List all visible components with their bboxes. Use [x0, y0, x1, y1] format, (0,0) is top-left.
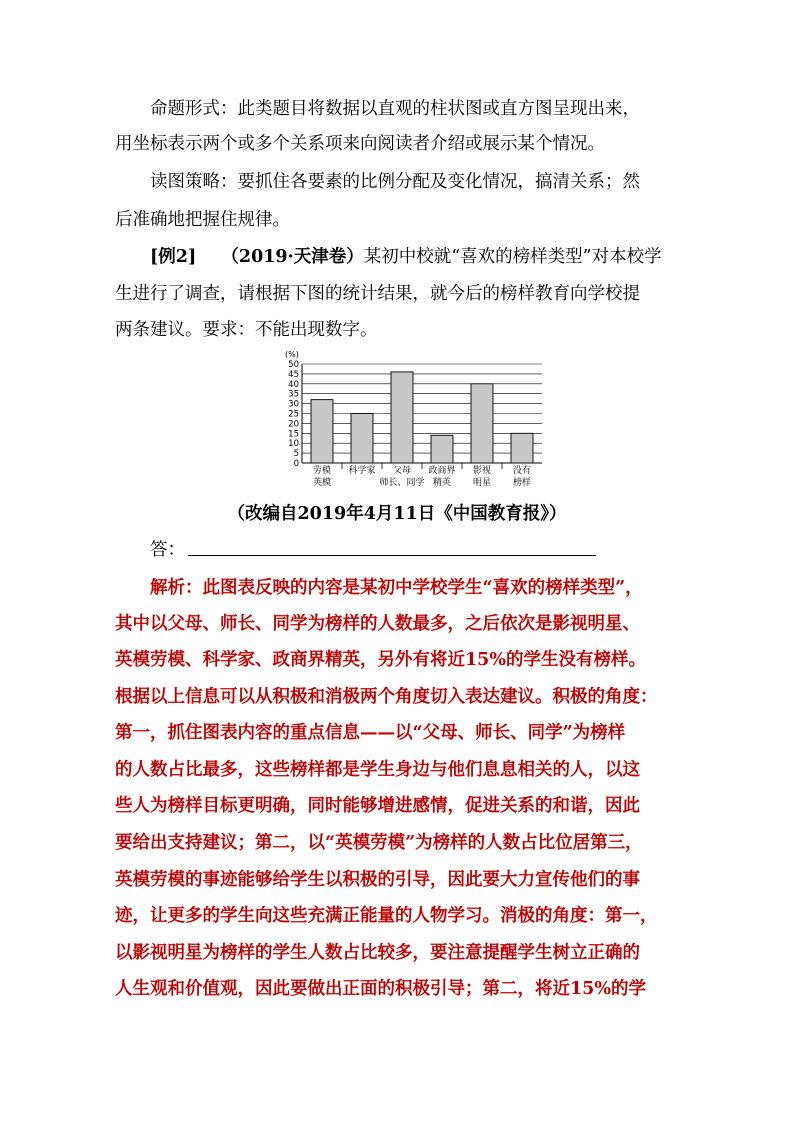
example-question: 某初中校就“喜欢的榜样类型”对本校学 [363, 247, 662, 267]
y-tick-label: 40 [288, 379, 299, 390]
bar [471, 384, 493, 463]
bar [511, 433, 533, 463]
analysis-line-12: 人生观和价值观，因此要做出正面的积极引导；第二，将近15%的学 [115, 979, 646, 999]
intro-line-3: 读图策略：要抓住各要素的比例分配及变化情况，搞清关系；然 [150, 172, 640, 192]
y-tick-label: 10 [288, 439, 299, 450]
analysis-line-3: 英模劳模、科学家、政商界精英，另外有将近15%的学生没有榜样。 [115, 650, 646, 670]
analysis-line-8: 要给出支持建议；第二，以“英模劳模”为榜样的人数占比位居第三， [115, 833, 643, 853]
bar [431, 435, 453, 463]
analysis-line-10: 迹，让更多的学生向这些充满正能量的人物学习。消极的角度：第一， [115, 906, 658, 926]
y-tick-label: 30 [288, 399, 299, 410]
analysis-line-2: 其中以父母、师长、同学为榜样的人数最多，之后依次是影视明星、 [115, 614, 640, 634]
y-tick-labels [288, 360, 299, 469]
x-tick-label: 精英 [432, 478, 452, 488]
bar [391, 372, 413, 463]
analysis-line-1: 解析：此图表反映的内容是某初中学校学生“喜欢的榜样类型”， [150, 578, 643, 598]
analysis-line-7: 些人为榜样目标更明确，同时能够增进感情，促进关系的和谐，因此 [115, 796, 640, 816]
intro-line-1: 命题形式：此类题目将数据以直观的柱状图或直方图呈现出来， [150, 99, 640, 119]
y-tick-label: 15 [288, 429, 299, 440]
analysis-line-5: 第一，抓住图表内容的重点信息——以“父母、师长、同学”为榜样 [115, 723, 626, 743]
x-tick-label: 英模 [312, 478, 332, 488]
chart-grid [302, 364, 542, 463]
x-tick-label: 榜样 [512, 478, 532, 488]
x-tick-label: 没有 [512, 466, 532, 476]
answer-blank-line[interactable] [188, 555, 596, 556]
x-tick-label: 师长、同学 [379, 478, 425, 488]
y-tick-label: 25 [288, 409, 299, 420]
y-tick-label: 20 [288, 419, 299, 430]
x-tick-label: 影视 [472, 466, 492, 476]
x-tick-label: 父母 [392, 466, 412, 476]
answer-label: 答： [150, 540, 185, 560]
intro-line-4: 后准确地把握住规律。 [115, 210, 290, 230]
x-tick-label: 明星 [472, 478, 492, 488]
chart-bars [311, 372, 533, 463]
y-tick-label: 45 [288, 369, 299, 380]
y-tick-label: 35 [288, 389, 299, 400]
analysis-line-11: 以影视明星为榜样的学生人数占比较多，要注意提醒学生树立正确的 [115, 943, 640, 963]
bar [351, 414, 373, 464]
x-tick-label: 劳模 [312, 466, 332, 476]
x-tick-label: 科学家 [348, 466, 376, 476]
analysis-line-4: 根据以上信息可以从积极和消极两个角度切入表达建议。积极的角度： [115, 687, 658, 707]
y-tick-label: 5 [293, 449, 299, 460]
intro-line-2: 用坐标表示两个或多个关系项来向阅读者介绍或展示某个情况。 [115, 134, 605, 154]
y-tick-label: 50 [288, 360, 299, 370]
analysis-line-9: 英模劳模的事迹能够给学生以积极的引导，因此要大力宣传他们的事 [115, 870, 640, 890]
example-line-2: 生进行了调查，请根据下图的统计结果，就今后的榜样教育向学校提 [115, 284, 640, 304]
bar-chart [280, 346, 550, 492]
chart-caption: （改编自2019年4月11日《中国教育报》） [227, 504, 567, 524]
x-tick-label: 政商界 [428, 466, 456, 476]
bar [311, 400, 333, 463]
example-source: （2019·天津卷） [221, 247, 364, 267]
y-tick-label: 0 [293, 459, 299, 469]
example-line-1 [150, 247, 722, 267]
x-category-labels [313, 463, 531, 488]
example-label: [例2] [150, 247, 197, 267]
y-axis-unit: (%) [285, 350, 299, 359]
example-line-3: 两条建议。要求：不能出现数字。 [115, 320, 378, 340]
analysis-line-6: 的人数占比最多，这些榜样都是学生身边与他们息息相关的人，以这 [115, 760, 640, 780]
